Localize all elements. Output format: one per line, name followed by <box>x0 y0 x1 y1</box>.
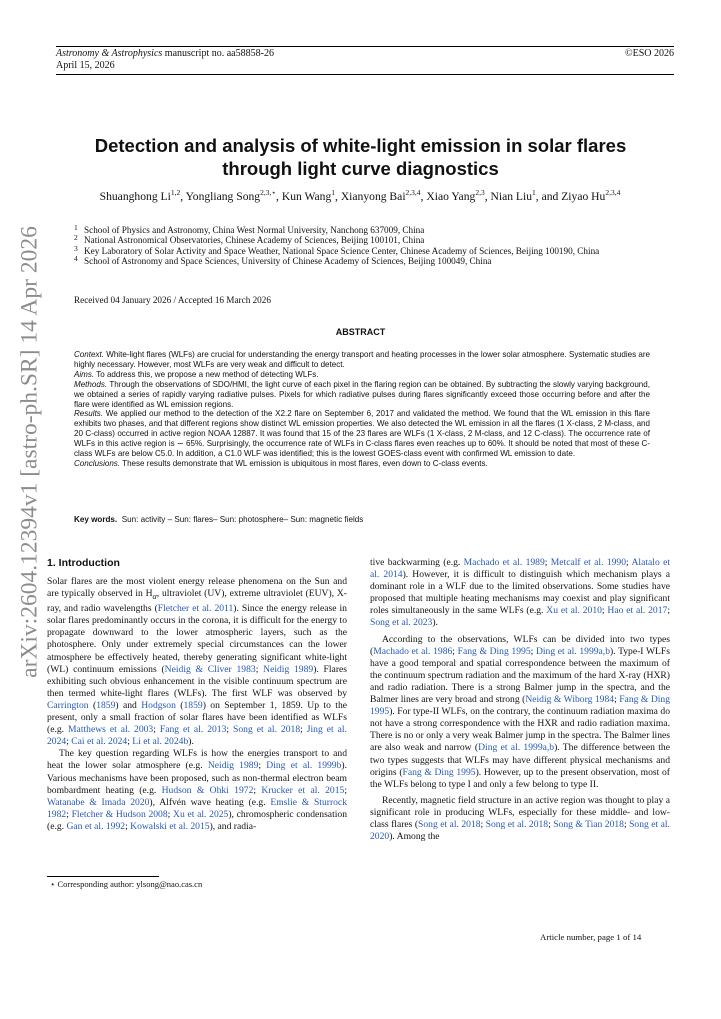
author-name: Kun Wang <box>281 190 332 203</box>
citation-link[interactable]: Kowalski et al. 2015 <box>130 820 210 832</box>
affiliation-item: 4 School of Astronomy and Space Sciences, University of Chinese Academy of Sciences, Beijing 100049, China <box>74 254 492 267</box>
citation-link[interactable]: Neidig 1989 <box>207 760 259 772</box>
abstract-results: Results. We applied our method to the detection of the X2.2 flare on September 6, 2017 and validated the method. We found that the WL emission in this flare exhibits two phases, and that different regions show distinct WL emission properties. We also detected the WL emission in all the flares (1 X-class, 2 M-class, and 20 C-class) occurred in active region NOAA 12887. It was found that 15 of the 23 flares are WLFs (1 X-class, 2 M-class, and 12 C-class). The occurrence rate of WLFs in this active region is ∼ 65%. Surprisingly, the occurrence rate of WLFs in C-class flares even reaches up to 60%. It should be noted that most of these C-class WLFs are below C5.0. In addition, a C1.0 WLF was identified; this is the lowest GOES-class event with confirmed WL emission to date. <box>74 409 650 459</box>
paper-title <box>56 134 665 180</box>
journal-name: Astronomy & Astrophysics <box>56 48 163 59</box>
citation-link[interactable]: Neidig & Cliver 1983 <box>164 663 256 675</box>
author-affiliation-marker: 2,3,4 <box>405 188 421 198</box>
author-affiliation-marker: 2,3,⋆ <box>260 188 277 198</box>
citation-link[interactable]: Song et al. 2018 <box>485 818 549 830</box>
author-affiliation-marker: 2,3,4 <box>605 188 621 198</box>
abstract-body <box>74 350 650 469</box>
citation-link[interactable]: Hodgson <box>141 699 176 711</box>
arxiv-stamp[interactable] <box>16 225 43 678</box>
citation-link[interactable]: Xu et al. 2025 <box>173 808 229 820</box>
intro-paragraph-4: According to the observations, WLFs can be divided into two types (Machado et al. 1986; Fang & Ding 1995; Ding et al. 1999a,b). Type-I WLFs have a good temporal and spatial correspondence between the maximum of the continuum spectrum radiation and the maximum of the hard X-ray (HXR) and radio radiation. There is a strong Balmer jump in the spectra, and the Balmer lines are very broad and strong (Neidig & Wiborg 1984; Fang & Ding 1995). For type-II WLFs, on the contrary, the continuum radiation maxima do not have a strong correspondence with the HXR and radio radiation maxima. There is no or only a very weak Balmer jump in the spectra. The Balmer lines are also weak and narrow (Ding et al. 1999a,b). The difference between the two types suggests that WLFs may have different physical mechanisms and origins (Fang & Ding 1995). However, up to the present observation, most of the WLFs belong to type I and only a few belong to type II. <box>370 633 671 790</box>
affiliation-item: 1 School of Physics and Astronomy, China West Normal University, Nanchong 637009, China <box>74 223 425 235</box>
citation-link[interactable]: Matthews et al. 2003 <box>68 724 154 736</box>
affiliation-text: Key Laboratory of Solar Activity and Space Weather, National Space Science Center, Chinese Academy of Sciences, Beijing 100190, China <box>84 245 600 256</box>
author-affiliation-marker: 1,2 <box>170 188 181 198</box>
citation-link[interactable]: Song et al. 2023 <box>370 617 433 629</box>
citation-link[interactable]: Machado et al. 1986 <box>373 645 453 657</box>
affiliation-item: 2 National Astronomical Observatories, Chinese Academy of Sciences, Beijing 100101, China <box>74 233 425 246</box>
author-name: Xiao Yang <box>426 190 476 203</box>
arxiv-id: arXiv:2604.12394v1 [astro-ph.SR] 14 Apr 2026 <box>16 225 43 678</box>
citation-link[interactable]: 1859 <box>96 699 116 711</box>
header-date: April 15, 2026 <box>56 60 115 71</box>
citation-link[interactable]: Hao et al. 2017 <box>607 605 668 617</box>
citation-link[interactable]: 1859 <box>183 699 203 711</box>
title-line-2: through light curve diagnostics <box>222 158 499 179</box>
citation-link[interactable]: Song et al. 2018 <box>418 818 481 830</box>
keywords-label: Key words. <box>74 515 118 524</box>
subscript-symbol: α <box>152 592 157 602</box>
author-name: Nian Liu <box>490 190 533 203</box>
citation-link[interactable]: Song & Tian 2018 <box>553 818 624 830</box>
abstract-context: Context. White-light flares (WLFs) are crucial for understanding the energy transport and heating processes in the lower solar atmosphere. Systematic studies are highly necessary. However, most WLFs are very weak and difficult to detect. <box>74 350 650 369</box>
author-affiliation-marker: 1 <box>532 188 536 198</box>
intro-paragraph-5: Recently, magnetic field structure in an active region was thought to play a significant role in producing WLFs, especially for these middle- and low-class flares (Song et al. 2018; Song et al. 2018; Song & Tian 2018; Song et al. 2020). Among the <box>370 794 670 843</box>
citation-link[interactable]: Fletcher et al. 2011 <box>157 603 234 615</box>
citation-link[interactable]: Ding et al. 1999b <box>266 760 342 772</box>
keywords-text: Sun: activity – Sun: flares– Sun: photosphere– Sun: magnetic fields <box>121 515 364 524</box>
citation-link[interactable]: Li et al. 2024b <box>132 736 189 748</box>
section-heading: 1. Introduction <box>47 557 120 569</box>
abstract-aims: Aims. To address this, we propose a new method of detecting WLFs. <box>74 369 319 379</box>
author-name: Yongliang Song <box>185 190 261 203</box>
citation-link[interactable]: Song et al. 2020 <box>370 818 670 843</box>
citation-link[interactable]: Neidig 1989 <box>263 663 314 675</box>
abstract-heading: ABSTRACT <box>335 327 386 337</box>
affiliation-text: School of Astronomy and Space Sciences, University of Chinese Academy of Sciences, Beijing 100049, China <box>84 256 492 267</box>
author-name: Xianyong Bai <box>340 190 406 203</box>
citation-link[interactable]: Fletcher & Hudson 2008 <box>71 808 168 820</box>
page-number: Article number, page 1 of 14 <box>540 932 642 942</box>
citation-link[interactable]: Xu et al. 2010 <box>546 605 602 617</box>
citation-link[interactable]: Fang & Ding 1995 <box>370 694 671 718</box>
citation-link[interactable]: Emslie & Sturrock 1982 <box>47 796 347 820</box>
citation-link[interactable]: Song et al. 2018 <box>233 724 301 736</box>
affiliations <box>74 225 674 267</box>
intro-paragraph-1: Solar flares are the most violent energy release phenomena on the Sun and are typically observed in $H_\alpha$, ultraviolet (UV), extreme ultraviolet (EUV), X-ray, and radio wavelengths (Fletcher et al. 2011). Since the energy release in solar flares predominantly occurs in the corona, it is difficult for the energy to propagate downward to the lower atmospheric layers, such as the photosphere. Only under extremely special circumstances can the lower atmosphere be effectively heated, thereby generating significant white-light (WL) continuum emissions (Neidig & Cliver 1983; Neidig 1989). Flares exhibiting such obvious enhancement in the visible continuum spectrum are then termed white-light flares (WLFs). The first WLF was observed by Carrington (1859) and Hodgson (1859) on September 1, 1859. Up to the present, only a small fraction of solar flares have been identified as WLFs (e.g. Matthews et al. 2003; Fang et al. 2013; Song et al. 2018; Jing et al. 2024; Cai et al. 2024; Li et al. 2024b). <box>47 576 348 748</box>
author-affiliation-marker: 2,3 <box>475 188 485 198</box>
citation-link[interactable]: Jing et al. 2024 <box>47 724 347 748</box>
copyright: ©ESO 2026 <box>625 48 674 59</box>
author-affiliation-marker: 1 <box>331 188 336 198</box>
author-list: Shuanghong Li$^{1,2}$, Yongliang Song$^{2,3,⋆}$, Kun Wang$^1$, Xianyong Bai$^{2,3,4}$, Xiao Yang$^{2,3}$, Nian Liu$^1$, and Ziyao Hu$^{2,3,4}$ <box>99 188 621 203</box>
citation-link[interactable]: Cai et al. 2024 <box>71 736 128 748</box>
received-dates: Received 04 January 2026 / Accepted 16 March 2026 <box>74 295 271 305</box>
running-header <box>56 46 674 75</box>
footnote-rule <box>47 876 159 877</box>
citation-link[interactable]: Watanabe & Imada 2020 <box>47 796 150 808</box>
intro-paragraph-2: The key question regarding WLFs is how the energies transport to and heat the lower solar atmosphere (e.g. Neidig 1989; Ding et al. 1999b). Various mechanisms have been proposed, such as non-thermal electron beam bombardment heating (e.g. Hudson & Ohki 1972; Krucker et al. 2015; Watanabe & Imada 2020), Alfvén wave heating (e.g. Emslie & Sturrock 1982; Fletcher & Hudson 2008; Xu et al. 2025), chromospheric condensation (e.g. Gan et al. 1992; Kowalski et al. 2015), and radia- <box>47 748 347 832</box>
citation-link[interactable]: Fang & Ding 1995 <box>457 645 531 657</box>
citation-link[interactable]: Ding et al. 1999a,b <box>535 645 610 657</box>
author-name: Ziyao Hu <box>561 190 606 203</box>
citation-link[interactable]: Neidig & Wiborg 1984 <box>525 694 615 706</box>
affiliation-item: 3 Key Laboratory of Solar Activity and Space Weather, National Space Science Center, Chinese Academy of Sciences, Beijing 100190, China <box>74 243 600 256</box>
left-column <box>47 557 347 833</box>
footnote: ⋆ Corresponding author: ylsong@nao.cas.cn <box>50 879 203 889</box>
keywords <box>74 515 363 524</box>
intro-paragraph-3: tive backwarming (e.g. Machado et al. 1989; Metcalf et al. 1990; Alatalo et al. 2014). However, it is difficult to distinguish which mechanism plays a dominant role in a WLF due to the limited observations. Some studies have proposed that multiple heating mechanisms may coexist and play significant roles simultaneously in the same WLFs (e.g. Xu et al. 2010; Hao et al. 2017; Song et al. 2023). <box>370 557 670 629</box>
citation-link[interactable]: Alatalo et al. 2014 <box>370 557 670 581</box>
abstract-conclusions: Conclusions. These results demonstrate that WL emission is ubiquitous in most flares, even down to C-class events. <box>74 458 488 468</box>
affiliation-text: School of Physics and Astronomy, China West Normal University, Nanchong 637009, China <box>84 225 425 235</box>
citation-link[interactable]: Krucker et al. 2015 <box>261 784 345 796</box>
citation-link[interactable]: Gan et al. 1992 <box>66 820 126 832</box>
author-name: Shuanghong Li <box>99 190 171 203</box>
affiliation-text: National Astronomical Observatories, Chinese Academy of Sciences, Beijing 100101, China <box>84 235 425 246</box>
right-column <box>370 557 670 843</box>
citation-link[interactable]: Metcalf et al. 1990 <box>550 557 627 568</box>
citation-link[interactable]: Fang & Ding 1995 <box>402 766 476 778</box>
citation-link[interactable]: Fang et al. 2013 <box>159 724 227 736</box>
citation-link[interactable]: Carrington <box>47 699 89 711</box>
citation-link[interactable]: Hudson & Ohki 1972 <box>161 784 254 796</box>
title-line-1: Detection and analysis of white-light emission in solar flares <box>94 135 627 156</box>
citation-link[interactable]: Machado et al. 1989 <box>463 557 545 568</box>
citation-link[interactable]: Ding et al. 1999a,b <box>478 742 555 754</box>
abstract-methods: Methods. Through the observations of SDO/HMI, the light curve of each pixel in the flaring region can be obtained. By subtracting the slowly varying background, we obtained a series of rapidly varying radiative pulses. Pixels for which radiative pulses during flares significantly exceed those occurring before and after the flare were identified as WL emission regions. <box>74 379 650 409</box>
manuscript-number: manuscript no. aa58858-26 <box>162 48 274 59</box>
